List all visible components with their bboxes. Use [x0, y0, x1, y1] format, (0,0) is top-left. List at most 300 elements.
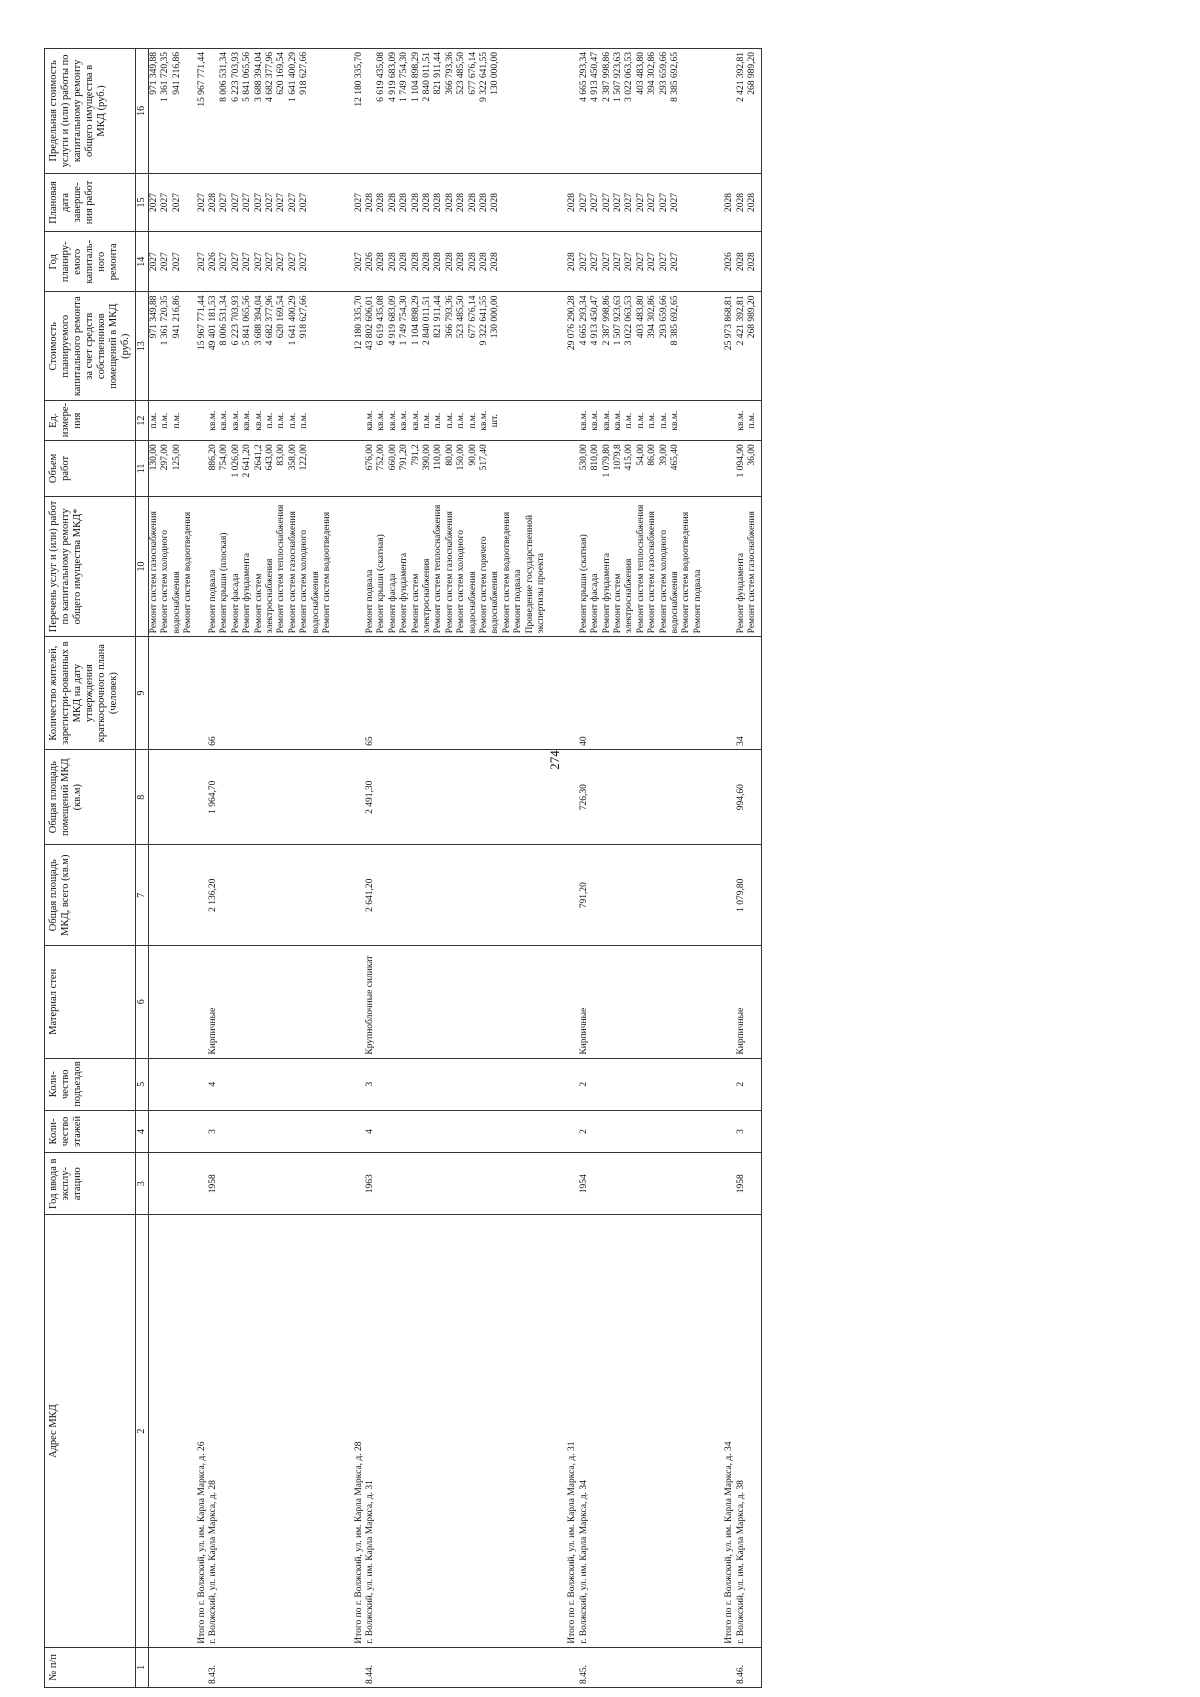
unit-list-item: кв.м. — [478, 410, 489, 431]
unit-list-item: п.м. — [635, 412, 646, 429]
works-list — [579, 496, 704, 637]
cost-list — [579, 292, 704, 401]
year-list-item: 2027 — [242, 252, 253, 272]
empty-cell — [704, 845, 722, 946]
volume-list-item: 886,20 — [208, 444, 219, 471]
total-limit: 15 967 771,44 — [195, 49, 208, 174]
empty-cell — [547, 945, 565, 1058]
limit-list-item: 2 421 392,81 — [735, 52, 746, 102]
volume-list-item: 39,00 — [658, 444, 669, 466]
works-list-item: Ремонт подвала — [692, 569, 703, 634]
column-number-3: 3 — [136, 1153, 149, 1215]
year-list-item: 2027 — [276, 252, 287, 272]
total-limit: 12 180 335,70 — [352, 49, 365, 174]
end-date-list-item: 2028 — [421, 192, 432, 212]
volume-list-item: 530,00 — [578, 444, 589, 471]
total-year: 2028 — [565, 232, 578, 292]
cost-list-item: 130 000,00 — [490, 295, 501, 339]
empty-cell — [722, 749, 735, 845]
empty-cell — [547, 1058, 565, 1110]
cost-list-item: 918 627,66 — [299, 295, 310, 339]
empty-cell — [334, 1215, 352, 1647]
empty-cell — [334, 1058, 352, 1110]
empty-cell — [759, 441, 762, 496]
cost-list-item: 2 840 011,51 — [421, 295, 432, 345]
empty-cell — [704, 441, 722, 496]
total-cost: 12 180 335,70 — [352, 292, 365, 401]
total-row — [195, 49, 208, 1688]
end-date-list-item: 2027 — [265, 192, 276, 212]
works-list-item: Проведение государственной экспертизы проекта — [524, 514, 546, 634]
unit-list-item: п.м. — [149, 412, 159, 429]
volume-list-item: 643,00 — [265, 444, 276, 471]
limit-list-item: 4 665 293,34 — [578, 52, 589, 102]
cost-list-item: 4 913 450,47 — [590, 295, 601, 346]
cost-list-item: 677 676,14 — [467, 295, 478, 339]
total-row — [352, 49, 365, 1688]
empty-cell — [195, 441, 208, 496]
empty-cell — [149, 1647, 195, 1687]
cost-list-item: 620 169,54 — [276, 295, 287, 339]
cost-list-item: 4 682 377,96 — [265, 295, 276, 346]
column-header-3: Год ввода в эксплу-атацию — [45, 1153, 136, 1215]
unit-list-item: п.м. — [433, 412, 444, 429]
building-row — [208, 49, 333, 1688]
empty-cell — [759, 1110, 762, 1152]
wall-material: Кирпичные — [208, 945, 333, 1058]
unit-list — [365, 401, 548, 441]
limit-list — [208, 49, 333, 174]
end-date-list-item: 2028 — [208, 192, 219, 212]
empty-cell — [149, 1153, 195, 1215]
year-list-item: 2027 — [265, 252, 276, 272]
cost-list-item: 43 802 606,01 — [364, 295, 375, 351]
area-total: 2 641,20 — [365, 845, 548, 946]
volume-list-item: 125,00 — [171, 444, 182, 471]
empty-cell — [759, 496, 762, 637]
empty-cell — [565, 945, 578, 1058]
empty-cell — [195, 637, 208, 750]
row-number: 8.45. — [579, 1647, 704, 1687]
empty-cell — [547, 1215, 565, 1647]
year-list-item: 2028 — [490, 252, 501, 272]
end-date-list-item: 2027 — [287, 192, 298, 212]
empty-cell — [722, 637, 735, 750]
volume-list-item: 83,00 — [276, 444, 287, 466]
end-date-list-item: 2028 — [376, 192, 387, 212]
volume-list-item: 660,00 — [387, 444, 398, 471]
empty-cell — [565, 637, 578, 750]
end-date-list — [736, 173, 759, 231]
end-date-list-item: 2027 — [171, 192, 182, 212]
unit-list-item: п.м. — [658, 412, 669, 429]
cost-list-item: 394 302,86 — [647, 295, 658, 339]
empty-cell — [195, 1647, 208, 1687]
unit-list-item: кв.м. — [613, 410, 624, 431]
works-list-item: Ремонт фундамента — [735, 552, 746, 634]
column-header-14: Год планиру-емого капиталь-ного ремонта — [45, 232, 136, 292]
column-number-14: 14 — [136, 232, 149, 292]
works-list — [736, 496, 759, 637]
limit-list-item: 130 000,00 — [490, 52, 501, 95]
empty-cell — [547, 749, 565, 845]
column-number-11: 11 — [136, 441, 149, 496]
empty-cell — [565, 496, 578, 637]
empty-cell — [704, 637, 722, 750]
end-date-list-item: 2028 — [456, 192, 467, 212]
empty-cell — [704, 401, 722, 441]
cost-list-item: 4 665 293,34 — [578, 295, 589, 346]
end-date-list-item: 2027 — [613, 192, 624, 212]
volume-list-item: 390,00 — [421, 444, 432, 471]
table-row — [149, 49, 195, 1688]
year-built: 1958 — [208, 1153, 333, 1215]
year-list-item: 2027 — [171, 252, 182, 272]
empty-cell — [759, 232, 762, 292]
residents: 34 — [736, 637, 759, 750]
column-number-8: 8 — [136, 749, 149, 845]
volume-list-item — [490, 444, 501, 492]
empty-cell — [565, 1647, 578, 1687]
year-list-item: 2028 — [433, 252, 444, 272]
end-date-list-item: 2028 — [444, 192, 455, 212]
total-address: Итого по г. Волжский, ул. им. Карла Маркса, д. 28 — [352, 1215, 365, 1647]
year-list-item: 2028 — [399, 252, 410, 272]
wall-material: Кирпичные — [579, 945, 704, 1058]
volume-list-item: 415,00 — [624, 444, 635, 471]
end-date-list-item: 2027 — [578, 192, 589, 212]
empty-cell — [334, 292, 352, 401]
unit-list-item: п.м. — [747, 412, 758, 429]
building-address: г. Волжский, ул. им. Карла Маркса, д. 34 — [579, 1215, 704, 1647]
building-row — [579, 49, 704, 1688]
spacer-row — [547, 49, 565, 1688]
volume-list-item: 130,00 — [149, 444, 159, 471]
limit-list-item: 3 022 063,53 — [624, 52, 635, 102]
unit-list-item: п.м. — [287, 412, 298, 429]
column-header-9: Количество жителей, зарегистри-рованных в МКД на дату утверждения краткосрочного плана (человек) — [45, 637, 136, 750]
cost-list-item: 1 507 923,63 — [613, 295, 624, 346]
empty-cell — [334, 49, 352, 174]
total-address: Итого по г. Волжский, ул. им. Карла Маркса, д. 34 — [722, 1215, 735, 1647]
year-list-item: 2027 — [658, 252, 669, 272]
volume-list-item: 1 026,00 — [230, 444, 241, 478]
end-date-list-item: 2027 — [149, 192, 159, 212]
unit-list-item: кв.м. — [578, 410, 589, 431]
volume-list — [208, 441, 333, 496]
volume-list-item: 752,00 — [376, 444, 387, 471]
volume-list-item: 122,00 — [299, 444, 310, 471]
end-date-list-item: 2028 — [747, 192, 758, 212]
row-number: 8.46. — [736, 1647, 759, 1687]
end-date-list-item: 2027 — [624, 192, 635, 212]
empty-cell — [722, 945, 735, 1058]
year-list-item: 2027 — [578, 252, 589, 272]
empty-cell — [722, 845, 735, 946]
works-list-item: Ремонт систем газоснабжения — [149, 511, 159, 634]
year-list-item: 2026 — [208, 252, 219, 272]
empty-cell — [352, 1058, 365, 1110]
cost-list-item: 9 322 641,55 — [478, 295, 489, 346]
page-number: 274 — [547, 750, 562, 770]
floors: 3 — [736, 1110, 759, 1152]
empty-cell — [704, 1153, 722, 1215]
empty-cell — [352, 749, 365, 845]
empty-cell — [704, 1215, 722, 1647]
empty-cell — [547, 232, 565, 292]
volume-list-item: 791,2 — [410, 444, 421, 466]
end-date-list-item: 2027 — [230, 192, 241, 212]
year-list-item: 2027 — [670, 252, 681, 272]
building-row — [365, 49, 548, 1688]
residents: 40 — [579, 637, 704, 750]
volume-list-item: 810,00 — [590, 444, 601, 471]
volume-list-item: 1 079,80 — [601, 444, 612, 478]
works-list-item: Ремонт систем водоотведения — [681, 511, 692, 634]
empty-cell — [195, 1153, 208, 1215]
limit-list-item: 677 676,14 — [467, 52, 478, 95]
cost-list-item: 49 401 181,53 — [208, 295, 219, 351]
unit-list-item: п.м. — [276, 412, 287, 429]
limit-list-item: 1 361 720,35 — [160, 52, 171, 102]
empty-cell — [722, 1110, 735, 1152]
limit-list-item: 1 641 400,29 — [287, 52, 298, 102]
entrances: 4 — [208, 1058, 333, 1110]
volume-list-item: 54,00 — [635, 444, 646, 466]
cost-list-item: 6 619 435,08 — [376, 295, 387, 346]
works-list-item: Ремонт систем горячего водоснабжения — [478, 536, 501, 634]
limit-list-item: 394 302,86 — [647, 52, 658, 95]
empty-cell — [334, 749, 352, 845]
column-number-7: 7 — [136, 845, 149, 946]
volume-list-item: 517,40 — [478, 444, 489, 471]
empty-cell — [334, 232, 352, 292]
volume-list — [149, 441, 195, 496]
year-list-item: 2027 — [230, 252, 241, 272]
unit-list-item: кв.м. — [242, 410, 253, 431]
year-list-item: 2028 — [456, 252, 467, 272]
column-header-2: Адрес МКД — [45, 1215, 136, 1647]
empty-cell — [195, 945, 208, 1058]
year-list-item: 2028 — [376, 252, 387, 272]
works-list-item: Ремонт систем холодного водоснабжения — [456, 529, 478, 634]
empty-cell — [149, 945, 195, 1058]
empty-cell — [352, 845, 365, 946]
empty-cell — [704, 173, 722, 231]
column-header-8: Общая площадь помещений МКД (кв.м) — [45, 749, 136, 845]
empty-cell — [352, 1647, 365, 1687]
cost-list-item: 971 349,88 — [149, 295, 159, 339]
column-number-9: 9 — [136, 637, 149, 750]
works-list-item: Ремонт систем водоотведения — [183, 511, 194, 634]
unit-list-item: кв.м. — [208, 410, 219, 431]
cost-list — [365, 292, 548, 401]
year-list-item: 2026 — [364, 252, 375, 272]
year-built: 1963 — [365, 1153, 548, 1215]
volume-list-item: 676,00 — [364, 444, 375, 471]
year-list-item: 2028 — [444, 252, 455, 272]
empty-cell — [547, 292, 565, 401]
empty-cell — [334, 173, 352, 231]
empty-cell — [722, 1058, 735, 1110]
works-list-item: Ремонт фундамента — [242, 552, 253, 634]
empty-cell — [352, 1110, 365, 1152]
limit-list-item: 9 322 641,55 — [478, 52, 489, 102]
year-list-item: 2027 — [160, 252, 171, 272]
end-date-list-item: 2027 — [160, 192, 171, 212]
works-list-item: Ремонт систем водоотведения — [501, 511, 512, 634]
limit-list-item: 4 682 377,96 — [265, 52, 276, 102]
empty-cell — [334, 1647, 352, 1687]
empty-cell — [759, 49, 762, 174]
empty-cell — [334, 496, 352, 637]
limit-list-item: 3 688 394,04 — [253, 52, 264, 102]
volume-list — [365, 441, 548, 496]
empty-cell — [334, 1110, 352, 1152]
column-header-11: Объем работ — [45, 441, 136, 496]
year-list-item: 2027 — [299, 252, 310, 272]
end-date-list-item: 2028 — [467, 192, 478, 212]
works-list-item: Ремонт фасада — [590, 573, 601, 634]
empty-cell — [547, 496, 565, 637]
works-list-item: Ремонт систем холодного водоснабжения — [160, 529, 182, 634]
volume-list-item: 465,40 — [670, 444, 681, 471]
column-number-4: 4 — [136, 1110, 149, 1152]
column-header-12: Ед. измере-ния — [45, 401, 136, 441]
works-list-item: Ремонт фасада — [387, 573, 398, 634]
works-list-item: Ремонт систем электроснабжения — [613, 558, 635, 634]
limit-list-item: 293 659,66 — [658, 52, 669, 95]
total-year: 2027 — [195, 232, 208, 292]
year-list-item: 2028 — [478, 252, 489, 272]
works-list-item: Ремонт систем газоснабжения — [287, 511, 298, 634]
year-list — [365, 232, 548, 292]
unit-list-item: п.м. — [624, 412, 635, 429]
empty-cell — [565, 441, 578, 496]
empty-cell — [704, 1058, 722, 1110]
wall-material: Крупноблочные силикат — [365, 945, 548, 1058]
volume-list-item: 150,00 — [456, 444, 467, 471]
volume-list — [736, 441, 759, 496]
empty-cell — [547, 1647, 565, 1687]
column-number-1: 1 — [136, 1647, 149, 1687]
cost-list-item: 523 485,50 — [456, 295, 467, 339]
year-list-item: 2027 — [149, 252, 159, 272]
volume-list-item: 358,00 — [287, 444, 298, 471]
limit-list-item: 403 483,80 — [635, 52, 646, 95]
limit-list-item — [208, 52, 219, 170]
end-date-list-item: 2028 — [478, 192, 489, 212]
year-list-item: 2027 — [219, 252, 230, 272]
works-list-item: Ремонт подвала — [513, 569, 524, 634]
year-list-item: 2027 — [613, 252, 624, 272]
empty-cell — [759, 1058, 762, 1110]
empty-cell — [195, 845, 208, 946]
column-header-5: Коли-чество подъездов — [45, 1058, 136, 1110]
cost-list-item: 1 641 400,29 — [287, 295, 298, 346]
end-date-list-item: 2027 — [242, 192, 253, 212]
unit-list-item: кв.м. — [253, 410, 264, 431]
empty-cell — [565, 749, 578, 845]
cost-list-item: 268 989,20 — [747, 295, 758, 339]
end-date-list-item: 2027 — [276, 192, 287, 212]
empty-cell — [704, 232, 722, 292]
volume-list-item: 86,00 — [647, 444, 658, 466]
empty-cell — [149, 637, 195, 750]
limit-list-item: 1 749 754,30 — [399, 52, 410, 102]
end-date-list-item: 2028 — [490, 192, 501, 212]
area-premises: 994,60 — [736, 749, 759, 845]
total-row — [565, 49, 578, 1688]
limit-list-item: 4 913 450,47 — [590, 52, 601, 102]
building-address: г. Волжский, ул. им. Карла Маркса, д. 31 — [365, 1215, 548, 1647]
volume-list — [579, 441, 704, 496]
floors: 3 — [208, 1110, 333, 1152]
unit-list-item: п.м. — [467, 412, 478, 429]
cost-list-item: 1 104 898,29 — [410, 295, 421, 346]
cost-list-item: 1 361 720,35 — [160, 295, 171, 346]
end-date-list — [365, 173, 548, 231]
total-address: Итого по г. Волжский, ул. им. Карла Маркса, д. 26 — [195, 1215, 208, 1647]
limit-list-item: 6 223 703,93 — [230, 52, 241, 102]
column-number-2: 2 — [136, 1215, 149, 1647]
building-address: г. Волжский, ул. им. Карла Маркса, д. 28 — [208, 1215, 333, 1647]
unit-list-item: кв.м. — [410, 410, 421, 431]
volume-list-item: 1 094,90 — [735, 444, 746, 478]
empty-cell — [722, 441, 735, 496]
limit-list-item: 918 627,66 — [299, 52, 310, 95]
end-date-list-item: 2027 — [590, 192, 601, 212]
end-date-list-item: 2027 — [647, 192, 658, 212]
end-date-list-item: 2028 — [399, 192, 410, 212]
limit-list-item: 821 911,44 — [433, 52, 444, 95]
total-address: Итого по г. Волжский, ул. им. Карла Маркса, д. 31 — [565, 1215, 578, 1647]
column-header-16: Предельная стоимость услуги и (или) работы по капитальному ремонту общего имущества в МКД (руб.) — [45, 49, 136, 174]
works-list-item: Ремонт систем теплоснабжения — [433, 504, 444, 634]
empty-cell — [547, 1110, 565, 1152]
end-date-list-item: 2027 — [601, 192, 612, 212]
spacer-row — [704, 49, 722, 1688]
year-built: 1954 — [579, 1153, 704, 1215]
total-end-date: 2027 — [352, 173, 365, 231]
floors: 4 — [365, 1110, 548, 1152]
cost-list-item: 8 385 692,65 — [670, 295, 681, 346]
unit-list-item: п.м. — [299, 412, 310, 429]
column-header-10: Перечень услуг и (или) работ по капитальному ремонту общего имущества МКД* — [45, 496, 136, 637]
year-list-item: 2028 — [735, 252, 746, 272]
cost-list-item: 2 387 998,86 — [601, 295, 612, 346]
cost-list — [736, 292, 759, 401]
limit-list-item: 366 793,36 — [444, 52, 455, 95]
empty-cell — [352, 441, 365, 496]
works-list-item: Ремонт крыши (скатная) — [376, 534, 387, 634]
end-date-list-item: 2027 — [670, 192, 681, 212]
empty-cell — [149, 1110, 195, 1152]
cost-list-item: 6 223 703,93 — [230, 295, 241, 346]
empty-cell — [759, 1647, 762, 1687]
cost-list-item: 1 749 754,30 — [399, 295, 410, 346]
unit-list-item: кв.м. — [376, 410, 387, 431]
building-address: г. Волжский, ул. им. Карла Маркса, д. 38 — [736, 1215, 759, 1647]
year-list — [149, 232, 195, 292]
end-date-list-item: 2027 — [219, 192, 230, 212]
unit-list-item: кв.м. — [219, 410, 230, 431]
empty-cell — [195, 496, 208, 637]
works-list-item: Ремонт систем холодного водоснабжения — [299, 529, 321, 634]
total-cost: 25 973 868,81 — [722, 292, 735, 401]
column-header-6: Материал стен — [45, 945, 136, 1058]
empty-cell — [759, 292, 762, 401]
